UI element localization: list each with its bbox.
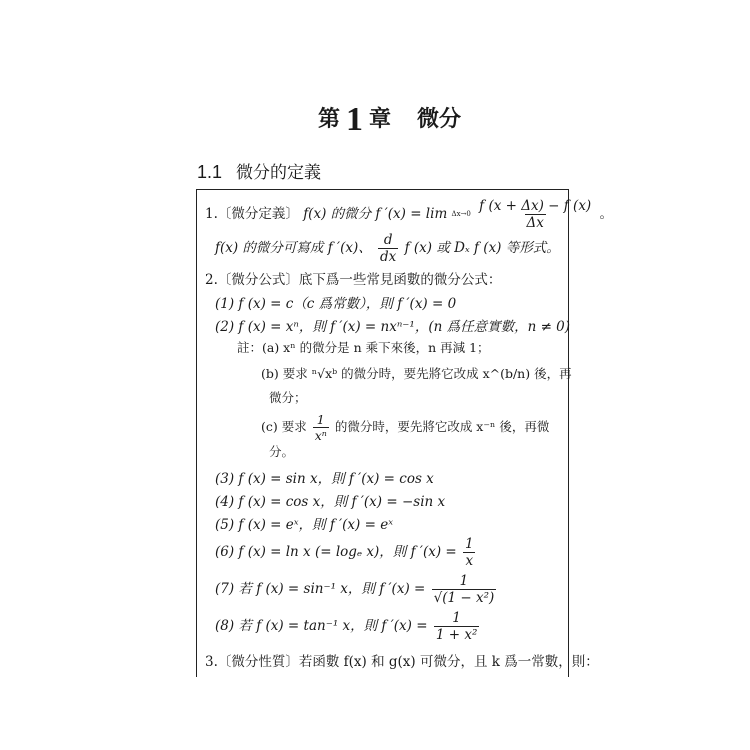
formula-label: 2.〔微分公式〕底下爲一些常見函數的微分公式： bbox=[205, 272, 502, 288]
formula-box bbox=[196, 189, 613, 677]
section-number: 1.1 bbox=[197, 162, 223, 182]
formula-1: (1) f (x) = c（c 爲常數），則 f ′(x) = 0 bbox=[215, 296, 457, 312]
note-c-fraction bbox=[313, 412, 329, 443]
property-label: 3.〔微分性質〕若函數 f(x) 和 g(x) 可微分，且 k 爲一常數，則： bbox=[205, 654, 599, 670]
formula-7-text: (7) 若 f (x) = sin⁻¹ x，則 f ′(x) = bbox=[215, 581, 426, 597]
formula-6-denominator: x bbox=[465, 553, 474, 569]
formula-6-fraction bbox=[463, 536, 476, 569]
notation-fraction bbox=[378, 232, 398, 265]
note-c-line2: 分。 bbox=[269, 444, 295, 459]
notation-pre: f(x) 的微分可寫成 f ′(x)、 bbox=[215, 240, 372, 256]
formula-8-numerator: 1 bbox=[452, 610, 461, 626]
note-b-line2: 微分； bbox=[269, 390, 307, 405]
definition-denominator: Δx bbox=[526, 215, 544, 231]
definition-fraction bbox=[477, 198, 593, 231]
formula-8-denominator: 1 + x² bbox=[435, 627, 478, 643]
note-c-pre: (c) 要求 bbox=[261, 419, 307, 434]
formula-7 bbox=[215, 573, 498, 606]
note-c-post: 的微分時，要先將它改成 x⁻ⁿ 後，再微 bbox=[334, 419, 550, 434]
formula-7-denominator: √(1 − x²) bbox=[433, 590, 495, 606]
section-title: 微分的定義 bbox=[236, 163, 322, 183]
notation-denominator: dx bbox=[380, 249, 397, 265]
formula-5: (5) f (x) = eˣ，則 f ′(x) = eˣ bbox=[215, 517, 393, 533]
formula-3: (3) f (x) = sin x，則 f ′(x) = cos x bbox=[215, 471, 434, 487]
chapter-prefix: 第 bbox=[318, 106, 341, 132]
chapter-suffix: 章 bbox=[369, 106, 392, 132]
formula-8 bbox=[215, 610, 481, 643]
definition-text: f(x) 的微分 f ′(x) = lim bbox=[303, 206, 448, 222]
formula-7-numerator: 1 bbox=[459, 573, 469, 589]
note-b-line1: (b) 要求 ⁿ√xᵇ 的微分時，要先將它改成 x^(b/n) 後，再 bbox=[261, 366, 572, 381]
definition-numerator: f (x + Δx) − f (x) bbox=[479, 198, 592, 214]
formula-6-numerator: 1 bbox=[465, 536, 474, 552]
definition-label: 1.〔微分定義〕 bbox=[205, 206, 299, 222]
formula-6 bbox=[215, 536, 478, 569]
limit-subscript: Δx→0 bbox=[451, 210, 471, 218]
formula-8-text: (8) 若 f (x) = tan⁻¹ x，則 f ′(x) = bbox=[215, 618, 428, 634]
definition-end: 。 bbox=[599, 206, 613, 222]
formula-2: (2) f (x) = xⁿ，則 f ′(x) = nxⁿ⁻¹，(n 爲任意實數，n ≠ 0) bbox=[215, 319, 571, 335]
chapter-title bbox=[318, 97, 462, 138]
formula-8-fraction bbox=[434, 610, 480, 643]
note-a: 註：(a) xⁿ 的微分是 n 乘下來後，n 再減 1； bbox=[237, 340, 490, 355]
formula-4: (4) f (x) = cos x，則 f ′(x) = −sin x bbox=[215, 494, 446, 510]
note-c-denominator: xⁿ bbox=[314, 428, 327, 443]
section-heading bbox=[197, 158, 321, 183]
definition-line bbox=[205, 198, 613, 231]
chapter-number: 1 bbox=[346, 101, 364, 138]
notation-post: f (x) 或 Dₓ f (x) 等形式。 bbox=[404, 240, 560, 256]
note-c-numerator: 1 bbox=[316, 412, 325, 427]
formula-7-fraction bbox=[432, 573, 497, 606]
notation-line bbox=[215, 232, 560, 265]
formula-6-text: (6) f (x) = ln x (= logₑ x)，則 f ′(x) = bbox=[215, 544, 457, 560]
notation-numerator: d bbox=[383, 232, 393, 248]
chapter-name: 微分 bbox=[417, 106, 462, 132]
note-c-line1 bbox=[261, 412, 549, 443]
